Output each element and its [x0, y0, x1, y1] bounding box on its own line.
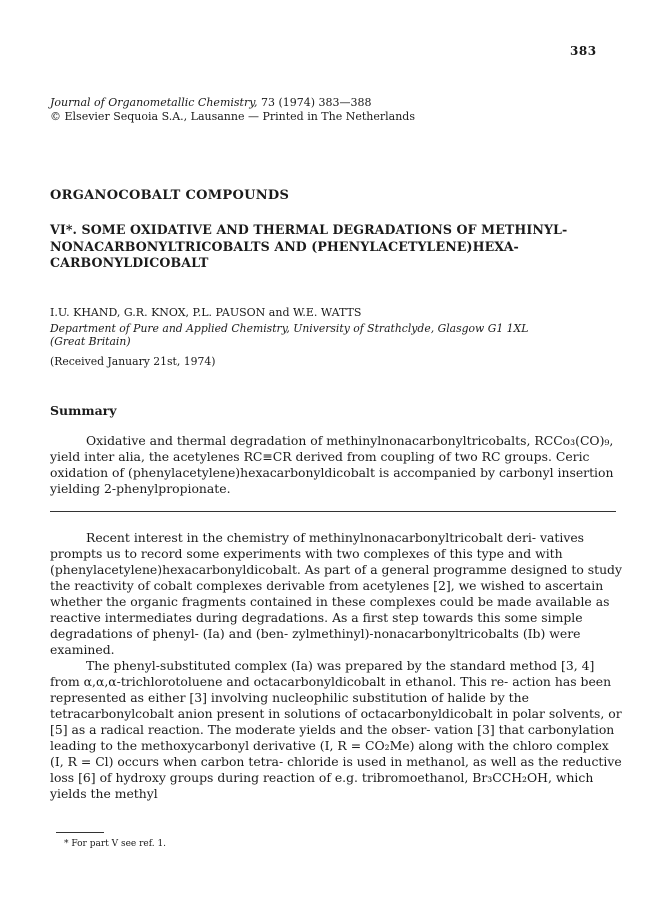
body-line: R = CO₂Me) along with the chloro complex (I, R = Cl) occurs when carbon tetra- [50, 738, 609, 769]
title-line: NONACARBONYLTRICOBALTS AND (PHENYLACETYLENE)HEXA- [50, 238, 519, 254]
summary-line: RCCo₃(CO)₉, yield inter alia, the acetylenes RC≡CR derived from coupling of [50, 433, 614, 464]
journal-volume-pages: 73 (1974) 383—388 [260, 96, 372, 109]
body-line: [2], we wished to ascertain whether the organic fragments contained in these [50, 578, 604, 609]
body-line: zylmethinyl)-nonacarbonyltricobalts (Ib) were examined. [50, 626, 581, 657]
body-line: and with (phenylacetylene)hexacarbonyldicobalt. As part of a general programme [50, 546, 563, 577]
body-paragraph [50, 658, 622, 802]
body-line: designed to study the reactivity of cobalt complexes derivable from acetylenes [50, 562, 622, 593]
body-line: Recent interest in the chemistry of methinylnonacarbonyltricobalt deri- [86, 530, 537, 545]
body-line: vatives prompts us to record some experiments with two complexes of this type [50, 530, 585, 561]
section-divider [50, 511, 616, 512]
article-title [50, 222, 630, 272]
footnote: * For part V see ref. 1. [64, 839, 167, 849]
summary-line: Oxidative and thermal degradation of methinylnonacarbonyltricobalts, [86, 433, 531, 448]
body-line: complexes could be made available as reactive intermediates during degradations. [50, 594, 610, 625]
body-line: vation [3] that carbonylation leading to the methoxycarbonyl derivative (I, [50, 722, 615, 753]
series-title: ORGANOCOBALT COMPOUNDS [50, 188, 290, 203]
authors: I.U. KHAND, G.R. KNOX, P.L. PAUSON and W.E. WATTS [50, 306, 362, 319]
received-date: (Received January 21st, 1974) [50, 355, 216, 368]
body-text [50, 530, 622, 802]
footnote-divider [56, 832, 104, 833]
title-line: VI*. SOME OXIDATIVE AND THERMAL DEGRADATIONS OF METHINYL- [50, 222, 568, 237]
summary-line: accompanied by carbonyl insertion yielding 2-phenylpropionate. [50, 465, 614, 496]
journal-citation [50, 96, 372, 110]
affiliation-line: Department of Pure and Applied Chemistry, University of Strathclyde, Glasgow G1 1XL [50, 322, 529, 335]
body-line: [3, 4] from α,α,α-trichlorotoluene and octacarbonyldicobalt in ethanol. This re- [50, 658, 595, 689]
affiliation [50, 322, 610, 348]
body-line: chloride is used in methanol, as well as the reductive loss [6] of hydroxy groups [50, 754, 622, 785]
body-line: in polar solvents, or [5] as a radical reaction. The moderate yields and the obser- [50, 706, 622, 737]
body-paragraph [50, 530, 622, 658]
journal-name: Journal of Organometallic Chemistry, [50, 96, 258, 109]
affiliation-line: (Great Britain) [50, 335, 131, 348]
summary-text [50, 433, 618, 497]
body-line: As a first step towards this some simple degradations of phenyl- (Ia) and (ben- [50, 610, 583, 641]
title-line: CARBONYLDICOBALT [50, 255, 209, 270]
body-line: action has been represented as either [3] involving nucleophilic substitution of halide [50, 674, 612, 705]
page-number: 383 [570, 44, 597, 58]
summary-heading: Summary [50, 403, 117, 418]
body-line: The phenyl-substituted complex (Ia) was prepared by the standard method [86, 658, 558, 673]
summary-line: two RC groups. Ceric oxidation of (phenylacetylene)hexacarbonyldicobalt is [50, 449, 590, 480]
publisher-line: © Elsevier Sequoia S.A., Lausanne — Printed in The Netherlands [50, 110, 415, 123]
body-line: during reaction of e.g. tribromoethanol, Br₃CCH₂OH, which yields the methyl [50, 770, 594, 801]
body-line: by the tetracarbonylcobalt anion present in solutions of octacarbonyldicobalt [50, 690, 529, 721]
